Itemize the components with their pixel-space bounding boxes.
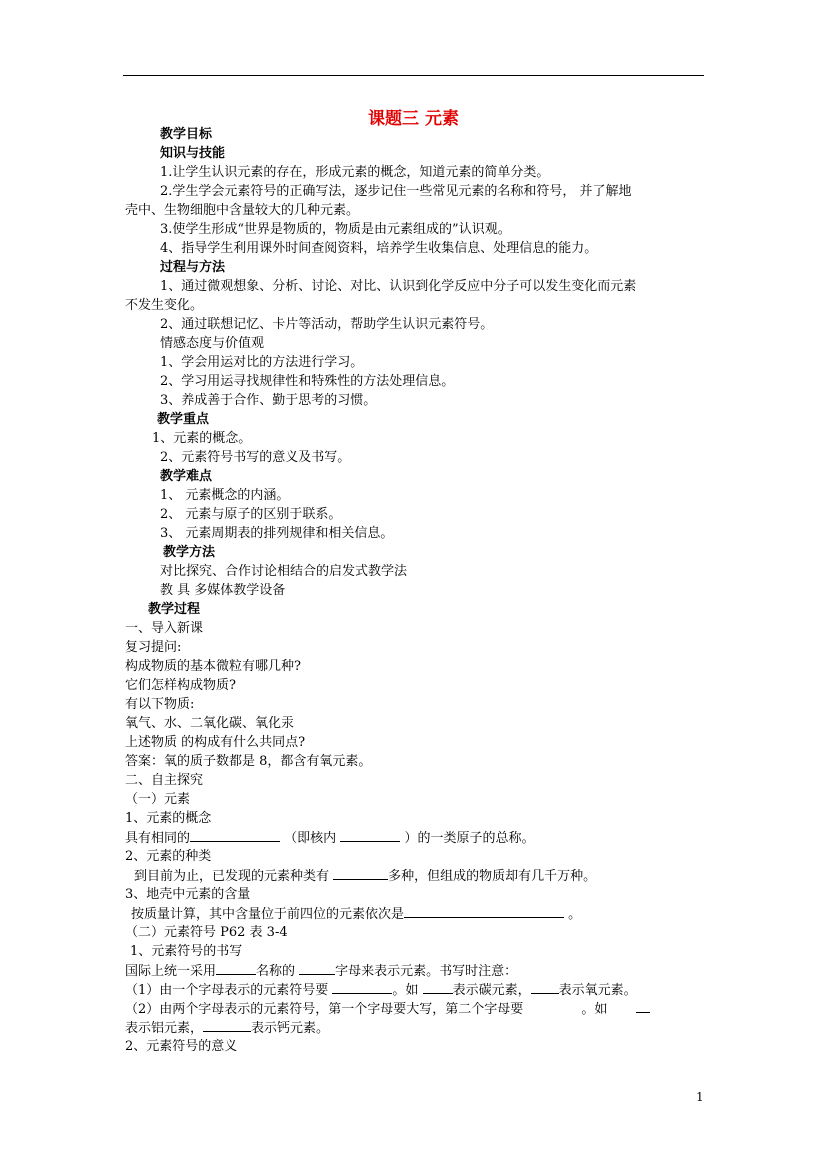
fill-in-kinds: 到目前为止，已发现的元素种类有 多种，但组成的物质却有几千万种。	[134, 869, 597, 884]
text-line: 壳中、生物细胞中含量较大的几种元素。	[125, 203, 360, 218]
text-line: 情感态度与价值观	[160, 336, 265, 351]
text-line: 2、通过联想记忆、卡片等活动，帮助学生认识元素符号。	[160, 317, 494, 332]
heading-difficulties: 教学难点	[160, 469, 213, 484]
blank-field[interactable]	[203, 1019, 251, 1032]
text-line: 1.让学生认识元素的存在，形成元素的概念，知道元素的简单分类。	[160, 165, 550, 180]
blank-field[interactable]	[423, 981, 453, 994]
heading-methods: 教学方法	[163, 545, 216, 560]
text-line: 1、 元素概念的内涵。	[160, 488, 290, 503]
blank-field[interactable]	[636, 1000, 650, 1013]
text-line: 1、通过微观想象、分析、讨论、对比、认识到化学反应中分子可以发生变化而元素	[160, 279, 637, 294]
text-line: 3、 元素周期表的排列规律和相关信息。	[160, 526, 394, 541]
heading-key-points: 教学重点	[157, 412, 210, 427]
page-number: 1	[696, 1090, 704, 1104]
text-line: 3、地壳中元素的含量	[125, 887, 251, 902]
heading-knowledge: 知识与技能	[160, 146, 226, 161]
blank-field[interactable]	[332, 981, 392, 994]
text-line: 一、导入新课	[125, 621, 204, 636]
text-line: （一）元素	[125, 792, 191, 807]
blank-field[interactable]	[216, 962, 256, 975]
blank-field[interactable]	[340, 829, 400, 842]
text-line: 2、 元素与原子的区别于联系。	[160, 507, 342, 522]
text-line: 1、学会用运对比的方法进行学习。	[160, 355, 364, 370]
text-line: 复习提问:	[125, 640, 182, 655]
text-line: 答案：氧的质子数都是 8，都含有氧元素。	[125, 754, 372, 769]
blank-field[interactable]	[333, 867, 388, 880]
text-line: 2、元素符号书写的意义及书写。	[160, 450, 351, 465]
text-line: 教 具 多媒体教学设备	[160, 583, 286, 598]
text-line: 1、元素符号的书写	[130, 944, 243, 959]
fill-in-one-letter: （1）由一个字母表示的元素符号要 。如 表示碳元素， 表示氧元素。	[125, 983, 637, 998]
text-line: 2、学习用运寻找规律性和特殊性的方法处理信息。	[160, 374, 455, 389]
blank-field[interactable]	[531, 981, 559, 994]
text-line: 2、元素符号的意义	[125, 1039, 238, 1054]
text-line: （二）元素符号 P62 表 3-4	[125, 925, 288, 940]
blank-field[interactable]	[190, 829, 280, 842]
text-line: 构成物质的基本微粒有哪几种?	[125, 659, 301, 674]
text-line: 有以下物质:	[125, 697, 195, 712]
header-rule	[123, 75, 704, 76]
text-line: 1、元素的概念。	[152, 431, 252, 446]
text-line: 3、养成善于合作、勤于思考的习惯。	[160, 393, 377, 408]
blank-field[interactable]	[404, 905, 564, 918]
text-line: 氧气、水、二氧化碳、氧化汞	[125, 716, 295, 731]
text-line: 4、指导学生利用课外时间查阅资料，培养学生收集信息、处理信息的能力。	[160, 241, 598, 256]
fill-in-aluminum: 表示铝元素， 表示钙元素。	[125, 1021, 330, 1036]
heading-process-teaching: 教学过程	[148, 602, 201, 617]
heading-objectives: 教学目标	[160, 127, 213, 142]
text-line: 不发生变化。	[125, 298, 204, 313]
text-line: 它们怎样构成物质?	[125, 678, 236, 693]
blank-field[interactable]	[299, 962, 335, 975]
text-line: 3.使学生形成“世界是物质的，物质是由元素组成的”认识观。	[160, 222, 511, 237]
text-line: 2.学生学会元素符号的正确写法，逐步记住一些常见元素的名称和符号， 并了解地	[160, 184, 632, 199]
text-line: 1、元素的概念	[125, 811, 212, 826]
text-line: 上述物质 的构成有什么共同点?	[125, 735, 306, 750]
text-line: 对比探究、合作讨论相结合的启发式教学法	[160, 564, 408, 579]
page-title: 课题三 元素	[368, 109, 459, 129]
fill-in-concept: 具有相同的 （即核内 ）的一类原子的总称。	[125, 831, 535, 846]
fill-in-two-letter: （2）由两个字母表示的元素符号，第一个字母要大写，第二个字母要 。如	[125, 1000, 650, 1019]
fill-in-crust: 按质量计算，其中含量位于前四位的元素依次是 。	[131, 907, 582, 922]
text-line: 二、自主探究	[125, 773, 204, 788]
heading-process: 过程与方法	[160, 260, 226, 275]
fill-in-international: 国际上统一采用 名称的 字母来表示元素。书写时注意：	[125, 964, 518, 979]
text-line: 2、元素的种类	[125, 849, 212, 864]
